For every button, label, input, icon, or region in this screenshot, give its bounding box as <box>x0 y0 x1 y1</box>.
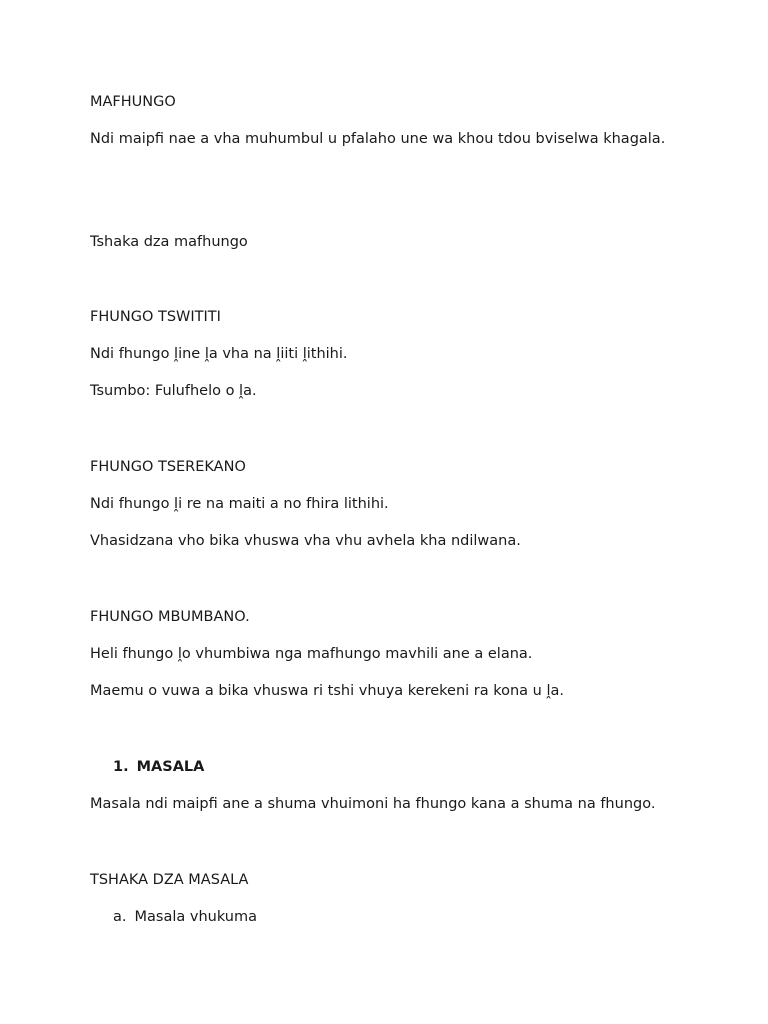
main-heading: MAFHUNGO <box>90 94 176 110</box>
numbered-heading-label: MASALA <box>136 759 205 775</box>
section-example: Tsumbo: Fulufhelo o ḽa. <box>90 383 257 399</box>
masala-definition: Masala ndi maipfi ane a shuma vhuimoni ha fhungo kana a shuma na fhungo. <box>90 796 656 812</box>
section-title: FHUNGO TSEREKANO <box>90 459 246 475</box>
masala-types-heading: TSHAKA DZA MASALA <box>90 872 249 888</box>
list-item-label: Masala vhukuma <box>134 909 257 925</box>
section-definition: Ndi fhungo ḽine ḽa vha na ḽiiti ḽithihi. <box>90 346 348 362</box>
numbered-heading <box>113 758 204 776</box>
list-marker: a. <box>113 909 127 925</box>
section-example: Vhasidzana vho bika vhuswa vha vhu avhela kha ndilwana. <box>90 533 521 549</box>
section-definition: Ndi fhungo ḽi re na maiti a no fhira lithihi. <box>90 496 389 512</box>
section-definition: Heli fhungo ḽo vhumbiwa nga mafhungo mavhili ane a elana. <box>90 646 533 662</box>
list-number: 1. <box>113 759 129 775</box>
section-title: FHUNGO TSWITITI <box>90 309 221 325</box>
section-example: Maemu o vuwa a bika vhuswa ri tshi vhuya kerekeni ra kona u ḽa. <box>90 683 564 699</box>
list-item <box>113 908 257 926</box>
definition-paragraph: Ndi maipfi nae a vha muhumbul u pfalaho une wa khou tdou bviselwa khagala. <box>90 131 666 147</box>
section-title: FHUNGO MBUMBANO. <box>90 609 250 625</box>
types-heading: Tshaka dza mafhungo <box>90 234 248 250</box>
